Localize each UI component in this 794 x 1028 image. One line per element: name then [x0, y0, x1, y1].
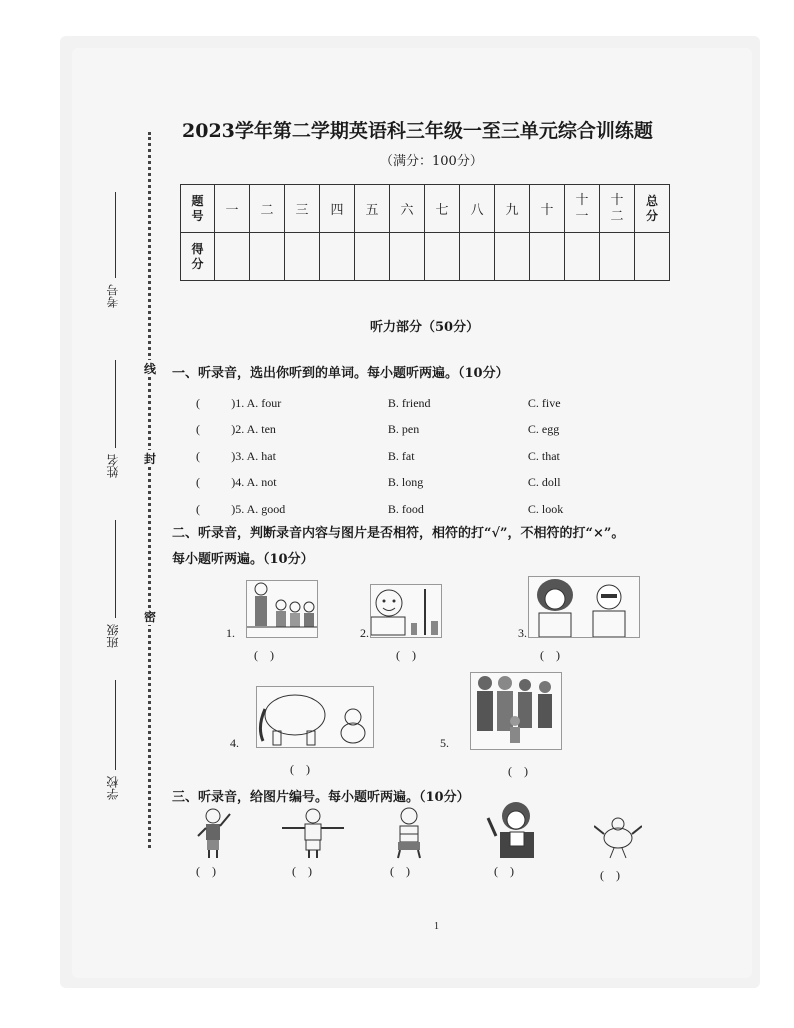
picture-number: 3.	[518, 626, 527, 640]
class-label: 班级	[106, 624, 120, 648]
col-11-top: 十	[575, 192, 589, 208]
score-table-row-question	[181, 185, 670, 233]
score-cell[interactable]	[390, 233, 425, 281]
picture-number: 4.	[230, 736, 239, 750]
question-row	[196, 470, 616, 497]
elephant-chick-image	[256, 686, 374, 748]
binding-dotted-line	[148, 132, 151, 848]
seal-char-seal: 封	[143, 452, 156, 466]
class-line	[115, 520, 116, 618]
family-group-image	[470, 672, 562, 750]
col-12-bottom: 二	[610, 208, 624, 224]
picture-number: 1.	[226, 626, 235, 640]
answer-box[interactable]: ( )	[494, 864, 514, 878]
teacher-children-image	[246, 580, 318, 638]
answer-paren[interactable]: (	[196, 448, 200, 463]
answer-paren[interactable]: (	[196, 395, 200, 410]
col-5: 五	[355, 185, 390, 233]
school-line	[115, 680, 116, 770]
answer-paren[interactable]: (	[196, 422, 200, 437]
boy-arms-out-icon	[278, 806, 348, 860]
score-cell[interactable]	[425, 233, 460, 281]
col-10: 十	[530, 185, 565, 233]
answer-box[interactable]: ( )	[290, 762, 310, 776]
question-number-header	[181, 185, 215, 233]
col-11-bottom: 一	[575, 208, 589, 224]
option-a: )1. A. four	[231, 395, 282, 410]
col-2: 二	[250, 185, 285, 233]
section2-title-line1: 二、听录音，判断录音内容与图片是否相符，相符的打“√”，不相符的打“×”。	[172, 526, 625, 541]
option-b: B. friend	[387, 395, 431, 410]
elephant-chick-icon	[257, 687, 373, 747]
total-char: 分	[645, 208, 658, 223]
score-cell[interactable]	[355, 233, 390, 281]
col-8: 八	[460, 185, 495, 233]
option-a: )5. A. good	[231, 501, 286, 516]
boy-city-icon	[371, 585, 441, 637]
header-char: 号	[191, 208, 204, 223]
option-c: C. five	[527, 395, 561, 410]
question-row	[196, 443, 616, 470]
answer-box[interactable]: ( )	[292, 864, 312, 878]
woman-man-image	[528, 576, 640, 638]
woman-man-icon	[529, 577, 639, 637]
answer-box[interactable]: ( )	[508, 764, 528, 778]
bird-icon	[594, 812, 642, 862]
option-a: )4. A. not	[231, 475, 277, 490]
score-cell[interactable]	[285, 233, 320, 281]
option-c: C. doll	[527, 475, 561, 490]
teacher-children-icon	[247, 581, 317, 637]
header-char: 分	[191, 256, 204, 271]
question-row	[196, 417, 616, 444]
option-b: B. food	[387, 501, 424, 516]
col-1: 一	[215, 185, 250, 233]
col-11	[565, 185, 600, 233]
answer-paren[interactable]: (	[196, 501, 200, 516]
section2-title-line2: 每小题听两遍。（10分）	[172, 552, 314, 567]
answer-paren[interactable]: (	[196, 475, 200, 490]
option-b: B. long	[387, 475, 424, 490]
option-b: B. fat	[387, 448, 415, 463]
boy-waving-icon	[192, 806, 234, 860]
score-cell[interactable]	[320, 233, 355, 281]
picture-number: 5.	[440, 736, 449, 750]
listening-section-header: 听力部分（50分）	[370, 320, 480, 335]
answer-box[interactable]: ( )	[600, 868, 620, 882]
option-c: C. that	[527, 448, 560, 463]
col-12	[600, 185, 635, 233]
total-header	[635, 185, 670, 233]
score-cell[interactable]	[495, 233, 530, 281]
col-12-top: 十	[610, 192, 624, 208]
answer-box[interactable]: ( )	[540, 648, 560, 662]
col-9: 九	[495, 185, 530, 233]
score-cell[interactable]	[250, 233, 285, 281]
answer-box[interactable]: ( )	[396, 648, 416, 662]
total-char: 总	[645, 193, 658, 208]
exam-title: 2023学年第二学期英语科三年级一至三单元综合训练题	[182, 120, 653, 142]
full-score: （满分：100分）	[380, 154, 483, 169]
name-label: 姓名	[106, 454, 120, 478]
family-group-icon	[471, 673, 561, 749]
score-cell[interactable]	[565, 233, 600, 281]
col-7: 七	[425, 185, 460, 233]
option-c: C. egg	[527, 422, 560, 437]
section1-question-list	[196, 390, 616, 523]
school-label: 学校	[106, 776, 120, 800]
col-6: 六	[390, 185, 425, 233]
header-char: 题	[191, 193, 204, 208]
page-number: 1	[434, 921, 439, 932]
score-cell[interactable]	[530, 233, 565, 281]
score-cell[interactable]	[600, 233, 635, 281]
question-row	[196, 496, 616, 523]
question-row	[196, 390, 616, 417]
col-4: 四	[320, 185, 355, 233]
seal-char-line: 线	[143, 362, 156, 376]
answer-box[interactable]: ( )	[254, 648, 274, 662]
col-3: 三	[285, 185, 320, 233]
seal-char-secret: 密	[143, 610, 156, 624]
boy-city-image	[370, 584, 442, 638]
exam-no-label: 考号	[106, 284, 120, 308]
option-a: )2. A. ten	[231, 422, 276, 437]
woman-waving-icon	[482, 800, 544, 860]
answer-box[interactable]: ( )	[196, 864, 216, 878]
score-table	[180, 184, 670, 281]
name-line	[115, 360, 116, 448]
total-score-cell[interactable]	[635, 233, 670, 281]
option-a: )3. A. hat	[231, 448, 276, 463]
option-b: B. pen	[387, 422, 420, 437]
score-header	[181, 233, 215, 281]
score-cell[interactable]	[215, 233, 250, 281]
score-cell[interactable]	[460, 233, 495, 281]
header-char: 得	[191, 241, 204, 256]
exam-no-line	[115, 192, 116, 278]
score-table-row-score	[181, 233, 670, 281]
section3-title: 三、听录音，给图片编号。每小题听两遍。（10分）	[172, 790, 470, 805]
answer-box[interactable]: ( )	[390, 864, 410, 878]
boy-sitting-icon	[388, 806, 430, 860]
section1-title: 一、听录音，选出你听到的单词。每小题听两遍。（10分）	[172, 366, 509, 381]
picture-number: 2.	[360, 626, 369, 640]
option-c: C. look	[527, 501, 564, 516]
